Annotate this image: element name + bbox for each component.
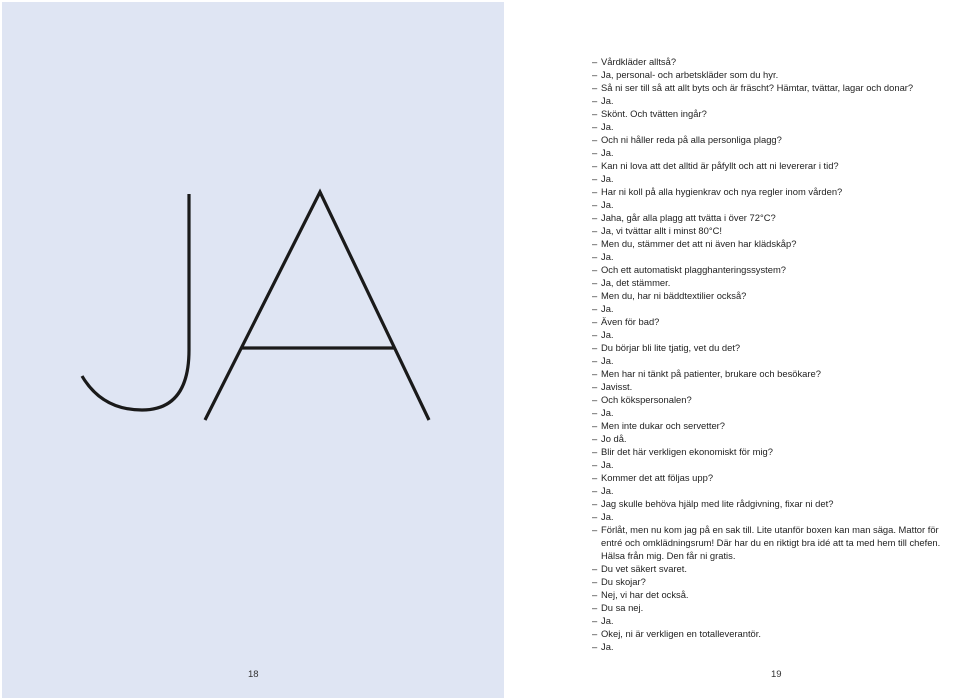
- dialogue-line: [592, 601, 960, 614]
- dialogue-text: Har ni koll på alla hygienkrav och nya regler inom vården?: [601, 186, 843, 197]
- dialogue-text: Men du, har ni bäddtextilier också?: [601, 290, 747, 301]
- dialogue-dash: –: [592, 381, 598, 392]
- dialogue-text: Kan ni lova att det alltid är påfyllt och att ni levererar i tid?: [601, 160, 839, 171]
- dialogue-line: [592, 198, 960, 211]
- dialogue-line: [592, 133, 960, 146]
- dialogue-line: [592, 367, 960, 380]
- dialogue-text: Men har ni tänkt på patienter, brukare och besökare?: [601, 368, 821, 379]
- dialogue-dash: –: [592, 563, 598, 574]
- dialogue-line: [592, 471, 960, 484]
- dialogue-line: [592, 523, 960, 562]
- dialogue-text: Ja.: [601, 121, 614, 132]
- dialogue-text: Nej, vi har det också.: [601, 589, 689, 600]
- dialogue-dash: –: [592, 160, 598, 171]
- dialogue-line: [592, 185, 960, 198]
- dialogue-dash: –: [592, 199, 598, 210]
- dialogue-dash: –: [592, 186, 598, 197]
- dialogue-line: [592, 315, 960, 328]
- dialogue-dash: –: [592, 303, 598, 314]
- dialogue-line: [592, 289, 960, 302]
- dialogue-text: Okej, ni är verkligen en totalleverantör.: [601, 628, 761, 639]
- big-ja-label: JA: [42, 172, 44, 173]
- dialogue-dash: –: [592, 212, 598, 223]
- dialogue-dash: –: [592, 576, 598, 587]
- dialogue-line: [592, 614, 960, 627]
- dialogue-line: [592, 575, 960, 588]
- dialogue-text: Skönt. Och tvätten ingår?: [601, 108, 707, 119]
- dialogue-dash: –: [592, 316, 598, 327]
- dialogue-dash: –: [592, 238, 598, 249]
- dialogue-line: [592, 81, 960, 94]
- dialogue-line: [592, 276, 960, 289]
- dialogue-text: Ja.: [601, 407, 614, 418]
- dialogue-text: Ja.: [601, 199, 614, 210]
- dialogue-text: Ja.: [601, 511, 614, 522]
- dialogue-dash: –: [592, 628, 598, 639]
- dialogue-line: [592, 120, 960, 133]
- dialogue-line: [592, 406, 960, 419]
- dialogue-dash: –: [592, 615, 598, 626]
- dialogue-text: Vårdkläder alltså?: [601, 56, 677, 67]
- dialogue-dash: –: [592, 368, 598, 379]
- dialogue-line: [592, 458, 960, 471]
- big-ja-title: [42, 172, 482, 432]
- dialogue-dash: –: [592, 134, 598, 145]
- right-page: [505, 0, 960, 700]
- dialogue-dash: –: [592, 342, 598, 353]
- dialogue-dash: –: [592, 394, 598, 405]
- dialogue-text: Ja, det stämmer.: [601, 277, 671, 288]
- dialogue-line: [592, 380, 960, 393]
- dialogue-line: [592, 55, 960, 68]
- dialogue-text: Och ni håller reda på alla personliga plagg?: [601, 134, 782, 145]
- dialogue-dash: –: [592, 355, 598, 366]
- dialogue-dash: –: [592, 498, 598, 509]
- dialogue-text: Du skojar?: [601, 576, 646, 587]
- dialogue-line: [592, 484, 960, 497]
- dialogue-line: [592, 640, 960, 653]
- dialogue-dash: –: [592, 147, 598, 158]
- dialogue-text: Jaha, går alla plagg att tvätta i över 72°C?: [601, 212, 776, 223]
- dialogue-text: Jo då.: [601, 433, 627, 444]
- dialogue-dash: –: [592, 277, 598, 288]
- dialogue-line: [592, 328, 960, 341]
- dialogue-dash: –: [592, 589, 598, 600]
- dialogue-dash: –: [592, 251, 598, 262]
- dialogue-line: [592, 237, 960, 250]
- dialogue-text: Ja, personal- och arbetskläder som du hyr.: [601, 69, 779, 80]
- dialogue-line: [592, 94, 960, 107]
- dialogue-dash: –: [592, 121, 598, 132]
- dialogue-line: [592, 302, 960, 315]
- dialogue-dash: –: [592, 446, 598, 457]
- dialogue-line: [592, 562, 960, 575]
- dialogue-text: Blir det här verkligen ekonomiskt för mig?: [601, 446, 773, 457]
- dialogue-text: Och kökspersonalen?: [601, 394, 692, 405]
- dialogue-text: Ja.: [601, 355, 614, 366]
- dialogue-dash: –: [592, 459, 598, 470]
- dialogue-dash: –: [592, 264, 598, 275]
- dialogue-dash: –: [592, 82, 598, 93]
- dialogue-line: [592, 510, 960, 523]
- dialogue-line: [592, 497, 960, 510]
- dialogue-dash: –: [592, 420, 598, 431]
- dialogue-dash: –: [592, 95, 598, 106]
- dialogue-dash: –: [592, 56, 598, 67]
- dialogue-dash: –: [592, 433, 598, 444]
- dialogue-line: [592, 445, 960, 458]
- dialogue-text: Ja.: [601, 95, 614, 106]
- dialogue-text: Men inte dukar och servetter?: [601, 420, 726, 431]
- dialogue-text: Du vet säkert svaret.: [601, 563, 687, 574]
- dialogue-line: [592, 107, 960, 120]
- page-number-right: 19: [771, 669, 782, 680]
- dialogue-line: [592, 224, 960, 237]
- dialogue-text: Du sa nej.: [601, 602, 644, 613]
- dialogue-dash: –: [592, 290, 598, 301]
- dialogue-dash: –: [592, 108, 598, 119]
- dialogue-dash: –: [592, 602, 598, 613]
- dialogue-list: [592, 55, 960, 653]
- dialogue-line: [592, 588, 960, 601]
- dialogue-text: Ja.: [601, 173, 614, 184]
- dialogue-dash: –: [592, 641, 598, 652]
- left-page: [2, 2, 504, 698]
- dialogue-line: [592, 419, 960, 432]
- dialogue-dash: –: [592, 69, 598, 80]
- dialogue-text: Ja.: [601, 641, 614, 652]
- dialogue-text: Ja.: [601, 329, 614, 340]
- dialogue-line: [592, 354, 960, 367]
- dialogue-dash: –: [592, 472, 598, 483]
- dialogue-text: Ja.: [601, 459, 614, 470]
- dialogue-line: [592, 250, 960, 263]
- dialogue-line: [592, 159, 960, 172]
- dialogue-line: [592, 68, 960, 81]
- dialogue-dash: –: [592, 485, 598, 496]
- dialogue-text: Ja.: [601, 147, 614, 158]
- dialogue-text: Du börjar bli lite tjatig, vet du det?: [601, 342, 741, 353]
- dialogue-text: Men du, stämmer det att ni även har klädskåp?: [601, 238, 797, 249]
- dialogue-text: Och ett automatiskt plagghanteringssystem?: [601, 264, 786, 275]
- page-number-left: 18: [248, 669, 259, 680]
- dialogue-line: [592, 341, 960, 354]
- dialogue-dash: –: [592, 329, 598, 340]
- dialogue-text: Javisst.: [601, 381, 633, 392]
- dialogue-text: Jag skulle behöva hjälp med lite rådgivning, fixar ni det?: [601, 498, 834, 509]
- dialogue-text: Ja.: [601, 303, 614, 314]
- dialogue-text: Ja.: [601, 485, 614, 496]
- dialogue-text: Även för bad?: [601, 316, 660, 327]
- dialogue-text: Så ni ser till så att allt byts och är fräscht? Hämtar, tvättar, lagar och donar?: [601, 82, 914, 93]
- dialogue-line: [592, 432, 960, 445]
- dialogue-text: Förlåt, men nu kom jag på en sak till. Lite utanför boxen kan man säga. Mattor för entré och omklädningsrum! Där har du en riktigt bra idé att ta med hem till chefen. Hälsa från mig. Den får ni gratis.: [601, 524, 941, 561]
- dialogue-line: [592, 211, 960, 224]
- dialogue-dash: –: [592, 225, 598, 236]
- dialogue-text: Ja.: [601, 615, 614, 626]
- dialogue-text: Kommer det att följas upp?: [601, 472, 714, 483]
- dialogue-line: [592, 627, 960, 640]
- dialogue-dash: –: [592, 511, 598, 522]
- dialogue-dash: –: [592, 524, 598, 535]
- dialogue-line: [592, 393, 960, 406]
- dialogue-dash: –: [592, 173, 598, 184]
- dialogue-line: [592, 263, 960, 276]
- dialogue-text: Ja.: [601, 251, 614, 262]
- dialogue-line: [592, 172, 960, 185]
- dialogue-line: [592, 146, 960, 159]
- dialogue-text: Ja, vi tvättar allt i minst 80°C!: [601, 225, 722, 236]
- dialogue-dash: –: [592, 407, 598, 418]
